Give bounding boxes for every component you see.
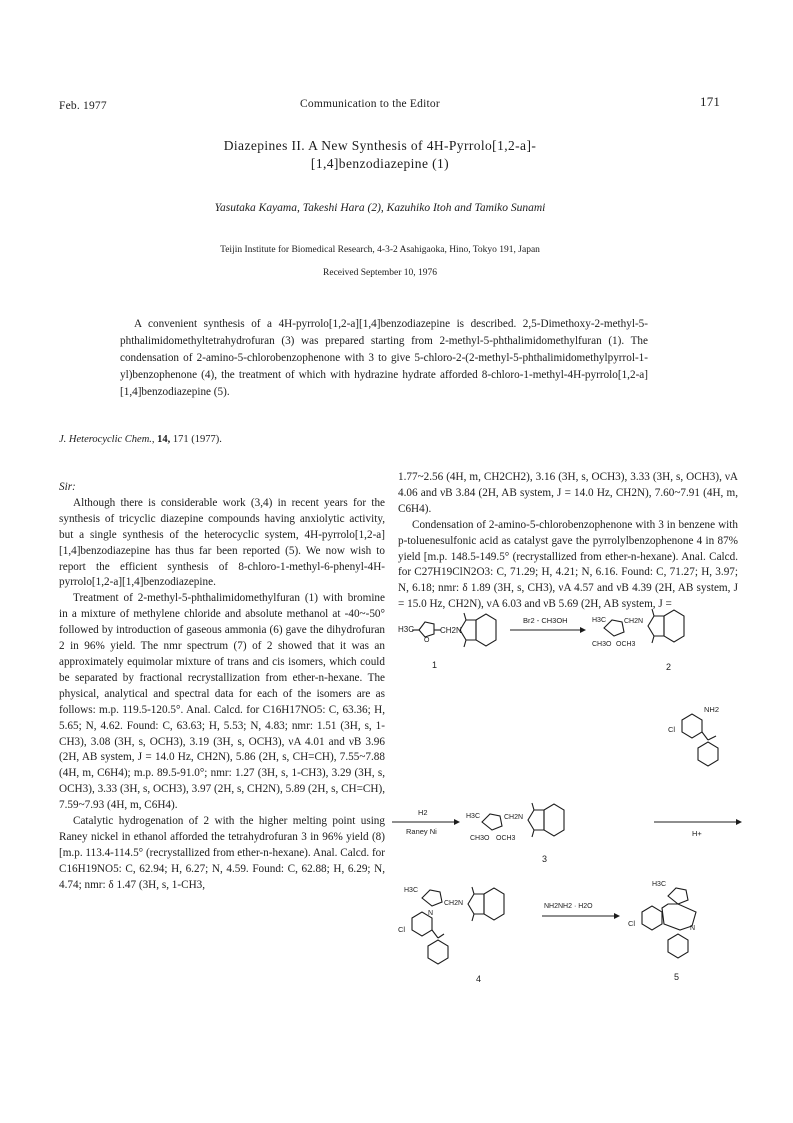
journal-citation xyxy=(59,434,222,445)
chlorine-label: Cl xyxy=(398,925,406,934)
journal-volume: 14, xyxy=(157,434,171,445)
methoxy-label: OCH3 xyxy=(616,641,636,648)
compound-5-label: 5 xyxy=(674,972,680,982)
left-column xyxy=(59,480,385,894)
paragraph: Treatment of 2-methyl-5-phthalimidomethylfuran (1) with bromine in a mixture of methylene chloride and absolute methanol at -40~-50° followed by introduction of gaseous ammonia (6) gave the dihydrofuran 2 in 96% yield. The nmr spectrum (7) of 2 showed that it was an approximately equimolar mixture of trans and cis isomers, which could be separated by fractional recrystallization from ether-n-hexane. The physical, analytical and spectral data for each of the isomers are as follows: m.p. 119.5-120.5°. Anal. Calcd. for C16H17NO5: C, 63.36; H, 5.65; N, 4.62. Found: C, 63.63; H, 5.53; N, 4.83; nmr: 1.51 (3H, s, 1-CH3), 3.08 (3H, s, OCH3), 3.19 (3H, s, OCH3), νA 4.01 and νB 3.96 (2H, AB system, J = 14.0 Hz, CH2N), 5.86 (2H, s, CH=CH), 7.55~7.88 (4H, m, C6H4); m.p. 89.5-91.0°; nmr: 1.27 (3H, s, 1-CH3), 3.29 (3H, s, OCH3), 3.33 (3H, s, OCH3), 3.97 (2H, s, CH2N), 5.89 (2H, s, CH=CH), 7.59~7.93 (4H, m, C6H4). xyxy=(59,592,385,812)
chlorine-label: Cl xyxy=(628,919,636,928)
methyl-label: H3C xyxy=(398,625,415,634)
nitrogen-label: N xyxy=(690,925,696,932)
compound-4-structure xyxy=(398,887,504,964)
salutation: Sir: xyxy=(59,481,76,493)
aminochlorobenzophenone-structure xyxy=(668,705,719,766)
reaction-scheme-figure xyxy=(392,590,752,1020)
paragraph: 1.77~2.56 (4H, m, CH2CH2), 3.16 (3H, s, OCH3), 3.33 (3H, s, OCH3), νA 4.06 and νB 3.84 (2H, AB system, J = 14.0 Hz, CH2N), 7.60~7.91 (4H, m, C6H4). xyxy=(398,471,738,515)
methoxy-label: CH3O xyxy=(470,835,490,842)
methyl-label: H3C xyxy=(652,881,667,888)
compound-5-structure xyxy=(628,881,696,958)
methyl-label: H3C xyxy=(466,813,481,820)
methoxy-label: CH3O xyxy=(592,641,612,648)
compound-4-label: 4 xyxy=(476,974,482,984)
ch2n-label: CH2N xyxy=(624,618,644,625)
received-date: Received September 10, 1976 xyxy=(323,268,437,278)
amine-label: NH2 xyxy=(704,705,720,714)
institution: Teijin Institute for Biomedical Research, 4-3-2 Asahigaoka, Hino, Tokyo 191, Japan xyxy=(220,245,540,255)
running-header-date: Feb. 1977 xyxy=(59,100,107,112)
hydrazine-reagent: NH2NH2 · H2O xyxy=(544,903,593,910)
compound-2-label: 2 xyxy=(666,662,672,672)
title-line-1: Diazepines II. A New Synthesis of 4H-Pyrrolo[1,2-a]- xyxy=(223,138,537,153)
raney-reagent: Raney Ni xyxy=(406,827,437,836)
ch2n-label: CH2N xyxy=(444,900,464,907)
bromine-reagent: Br2 - CH3OH xyxy=(523,616,568,625)
methoxy-label: OCH3 xyxy=(496,835,516,842)
hydrogen-reagent: H2 xyxy=(418,808,428,817)
compound-1-structure xyxy=(398,613,496,647)
nitrogen-label: N xyxy=(428,910,434,917)
methyl-label: H3C xyxy=(404,887,419,894)
compound-2-structure xyxy=(592,609,684,648)
acid-reagent: H+ xyxy=(692,829,702,838)
journal-pages: 171 (1977). xyxy=(172,434,222,445)
paragraph: Catalytic hydrogenation of 2 with the higher melting point using Raney nickel in ethanol afforded the tetrahydrofuran 3 in 96% yield (8) [m.p. 113.4-114.5° (recrystallized from ether-n-hexane). Anal. Calcd. for C16H19NO5: C, 62.94; H, 6.27; N, 4.59. Found: C, 62.88; H, 6.29; N, 4.74; nmr: δ 1.47 (3H, s, 1-CH3, xyxy=(59,815,385,891)
compound-1-label: 1 xyxy=(432,660,438,670)
methyl-label: H3C xyxy=(592,617,607,624)
page-number: 171 xyxy=(700,94,721,109)
abstract-text: A convenient synthesis of a 4H-pyrrolo[1,2-a][1,4]benzodiazepine is described. 2,5-Dimethoxy-2-methyl-5-phthalimidomethyltetrahydrofuran (3) was prepared starting from 2-methyl-5-phthalimidomethylfuran (1). The condensation of 2-amino-5-chlorobenzophenone with 3 to give 5-chloro-2-(2-methyl-5-phthalimidomethylpyrrol-1-yl)benzophenone (4), the treatment of which with hydrazine hydrate afforded 8-chloro-1-methyl-4H-pyrrolo[1,2-a][1,4]benzodiazepine (5). xyxy=(120,318,648,398)
compound-3-label: 3 xyxy=(542,854,548,864)
oxygen-label: O xyxy=(424,637,430,644)
abstract xyxy=(120,316,648,401)
ch2n-label: CH2N xyxy=(440,626,462,635)
paragraph: Although there is considerable work (3,4) in recent years for the synthesis of tricyclic diazepine compounds having anxiolytic activity, but a single synthesis of the heterocyclic system, 4H-pyrrolo[1,2-a][1,4]benzodiazepine has thus far been reported (5). We now wish to report the efficient synthesis of 8-chloro-1-methyl-6-phenyl-4H-pyrrolo[1,2-a][1,4]benzodiazepine. xyxy=(59,496,385,589)
authors: Yasutaka Kayama, Takeshi Hara (2), Kazuhiko Itoh and Tamiko Sunami xyxy=(214,202,546,214)
article-title xyxy=(180,137,580,173)
journal-name: J. Heterocyclic Chem., xyxy=(59,434,155,445)
reaction-scheme xyxy=(392,590,752,1025)
chlorine-label: Cl xyxy=(668,725,676,734)
paragraph: Condensation of 2-amino-5-chlorobenzophenone with 3 in benzene with p-toluenesulfonic acid as catalyst gave the pyrrolylbenzophenone 4 in 87% yield [m.p. 148.5-149.5° (recrystallized from ether-n-hexane). Anal. Calcd. for C27H19ClN2O3: C, 71.29; H, 4.21; N, 6.16. Found: C, 71.27; H, 3.97; N, 6.18; nmr: δ 1.89 (3H, s, CH3), νA 4.57 and νB 4.39 (2H, AB system, J = 15.0 Hz, CH2N), νA 6.03 and νB 5.69 (2H, AB system, J = xyxy=(398,518,738,611)
compound-3-structure xyxy=(466,803,564,842)
running-header-title: Communication to the Editor xyxy=(300,98,440,110)
title-line-2: [1,4]benzodiazepine (1) xyxy=(310,156,450,171)
ch2n-label: CH2N xyxy=(504,814,524,821)
